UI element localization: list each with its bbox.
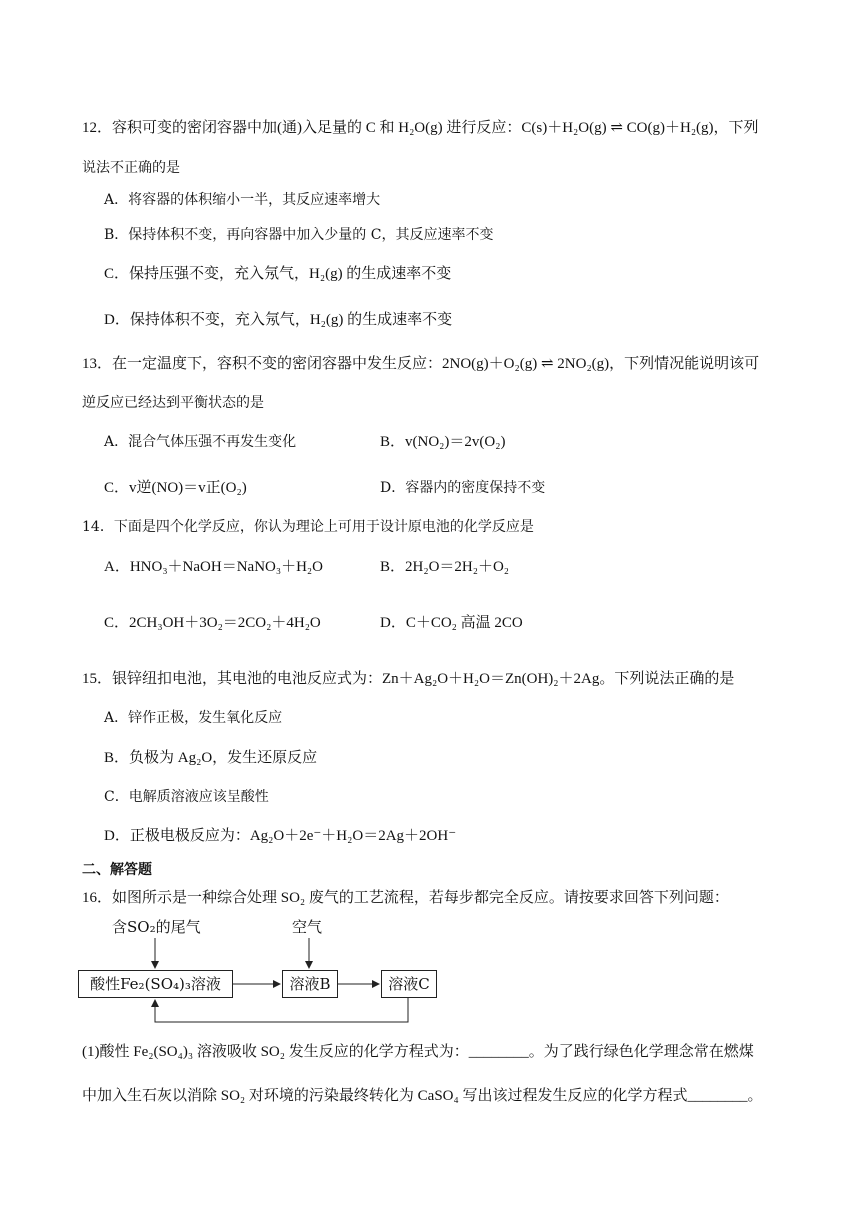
q16-part1-line1: (1)酸性 Fe₂(SO₄)₃ 溶液吸收 SO₂ 发生反应的化学方程式为：________。为了践行绿色化学理念常在燃煤 — [82, 1044, 754, 1060]
q12-option-d: D．保持体积不变，充入氖气，H₂(g) 的生成速率不变 — [104, 312, 453, 328]
q13-option-c: C．v逆(NO)＝v正(O₂) — [104, 480, 247, 496]
arrow-box3-return-to-box1 — [155, 998, 408, 1022]
diagram-box-solution-b: 溶液B — [282, 970, 338, 998]
q15-stem: 15．银锌纽扣电池，其电池的电池反应式为：Zn＋Ag₂O＋H₂O＝Zn(OH)₂＋2Ag。下列说法正确的是 — [82, 671, 735, 687]
q13-option-d: D．容器内的密度保持不变 — [380, 480, 546, 496]
diagram-input-tail-gas: 含SO₂的尾气 — [112, 918, 201, 936]
q15-option-c: C．电解质溶液应该呈酸性 — [104, 789, 269, 805]
q14-stem: 14．下面是四个化学反应，你认为理论上可用于设计原电池的化学反应是 — [82, 519, 534, 535]
q12-option-b: B．保持体积不变，再向容器中加入少量的 C，其反应速率不变 — [104, 227, 494, 243]
q16-part1-line2: 中加入生石灰以消除 SO₂ 对环境的污染最终转化为 CaSO₄ 写出该过程发生反应的化学方程式________。 — [82, 1088, 763, 1104]
diagram-box-fe2so43-solution: 酸性Fe₂(SO₄)₃溶液 — [78, 970, 233, 998]
q12-option-c: C．保持压强不变，充入氖气，H₂(g) 的生成速率不变 — [104, 266, 452, 282]
q15-option-d: D．正极电极反应为：Ag₂O＋2e⁻＋H₂O＝2Ag＋2OH⁻ — [104, 828, 457, 844]
section-heading: 二、解答题 — [82, 862, 152, 878]
q15-option-b: B．负极为 Ag₂O，发生还原反应 — [104, 750, 318, 766]
q14-option-a: A．HNO₃＋NaOH＝NaNO₃＋H₂O — [104, 559, 323, 575]
q13-stem-line1: 13．在一定温度下，容积不变的密闭容器中发生反应：2NO(g)＋O₂(g) ⇌ 2NO₂(g)，下列情况能说明该可 — [82, 356, 760, 372]
q12-stem-line1: 12．容积可变的密闭容器中加(通)入足量的 C 和 H₂O(g) 进行反应：C(s)＋H₂O(g) ⇌ CO(g)＋H₂(g)，下列 — [82, 120, 759, 136]
q12-option-a: A．将容器的体积缩小一半，其反应速率增大 — [104, 192, 381, 208]
q12-stem-line2: 说法不正确的是 — [82, 160, 180, 176]
q14-option-c: C．2CH₃OH＋3O₂＝2CO₂＋4H₂O — [104, 615, 321, 631]
q15-option-a: A．锌作正极，发生氧化反应 — [104, 710, 283, 726]
q14-option-d: D．C＋CO₂ 高温 2CO — [380, 615, 523, 631]
diagram-box-solution-c: 溶液C — [381, 970, 437, 998]
q13-option-a: A．混合气体压强不再发生变化 — [104, 434, 297, 450]
q13-option-b: B．v(NO₂)＝2v(O₂) — [380, 434, 506, 450]
q16-stem: 16．如图所示是一种综合处理 SO₂ 废气的工艺流程，若每步都完全反应。请按要求回答下列问题： — [82, 890, 729, 906]
diagram-input-air: 空气 — [292, 918, 323, 936]
q13-stem-line2: 逆反应已经达到平衡状态的是 — [82, 395, 264, 411]
q14-option-b: B．2H₂O＝2H₂＋O₂ — [380, 559, 510, 575]
